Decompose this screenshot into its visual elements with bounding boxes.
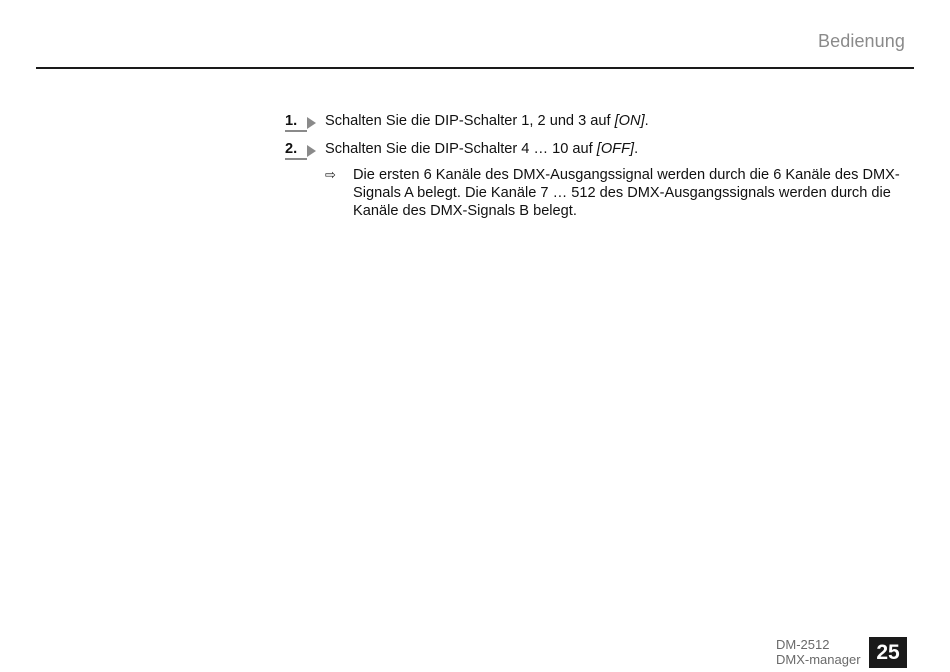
step-number: 2. [285,141,298,157]
step-number: 1. [285,113,298,129]
footer-model-info [776,637,861,667]
model-number: DM-2512 [776,637,830,652]
step-arrow-icon [307,117,316,129]
step-text-main: Schalten Sie die DIP-Schalter 4 … 10 auf [325,141,597,157]
step-text-main: Schalten Sie die DIP-Schalter 1, 2 und 3 auf [325,113,615,129]
result-text: Die ersten 6 Kanäle des DMX-Ausgangssignal werden durch die 6 Kanäle des DMX-Signals A belegt. Die Kanäle 7 … 512 des DMX-Ausgangssignals werden durch die Kanäle des DMX-Signals B belegt. [353,167,900,219]
step-underline [285,130,307,132]
step-arrow-icon [307,145,316,157]
step-text [325,140,638,158]
result-note [325,166,910,220]
step-text-emphasis: [OFF] [596,141,635,157]
instructions [285,112,910,220]
step-text [325,112,649,130]
step-underline [285,158,307,160]
product-name: DMX-manager [776,652,861,667]
section-title: Bedienung [818,31,905,51]
step-1 [285,112,910,130]
step-2 [285,140,910,158]
step-text-end: . [644,113,649,129]
step-text-end: . [634,141,639,157]
step-text-emphasis: [ON] [614,113,645,129]
page-number: 25 [869,637,907,668]
header-divider [36,67,914,69]
result-arrow-icon: ⇨ [325,167,336,182]
